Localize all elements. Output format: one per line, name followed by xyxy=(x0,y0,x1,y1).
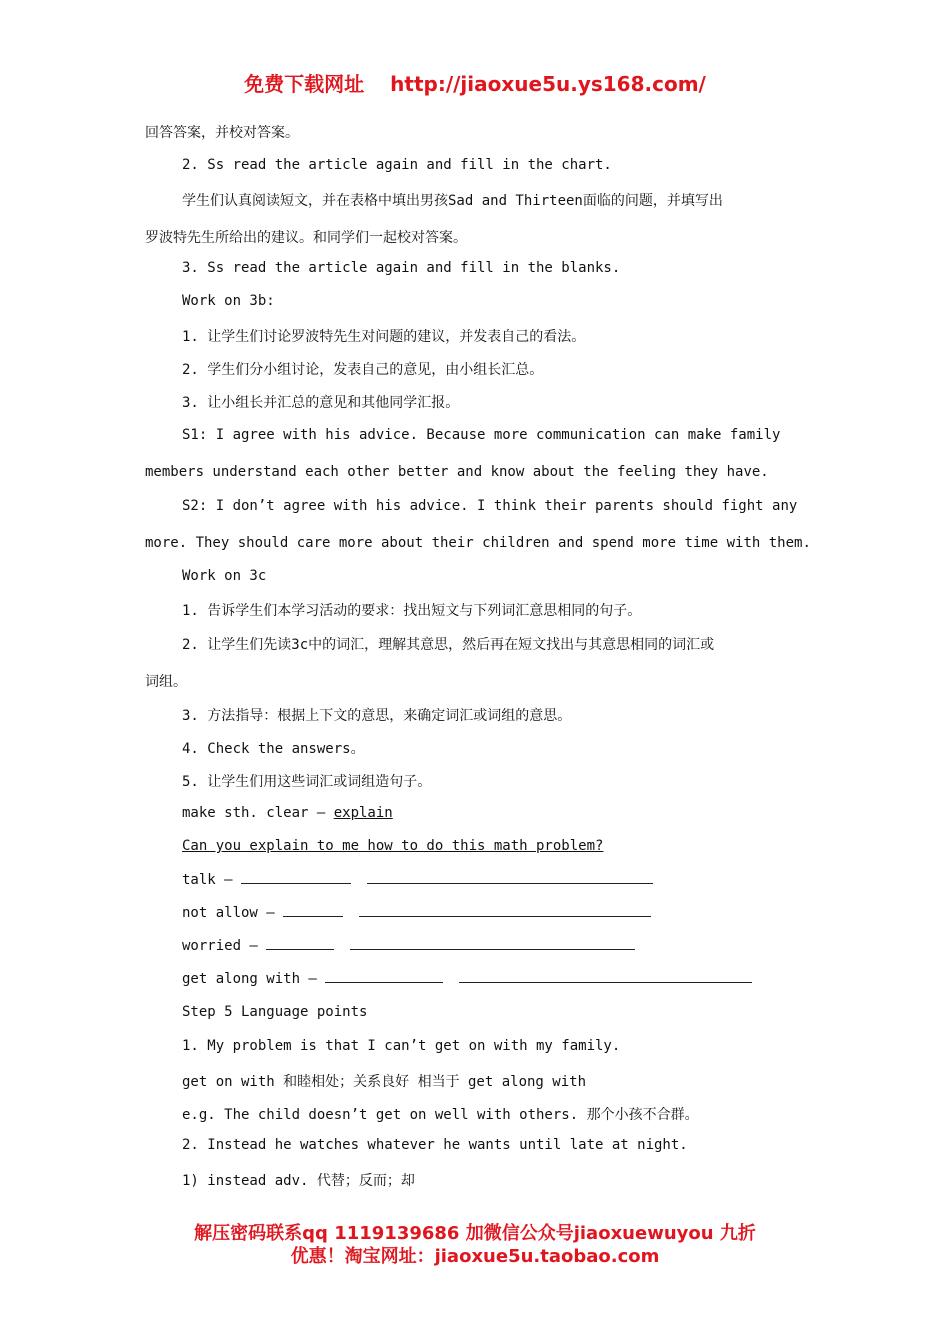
text-line: 5. 让学生们用这些词汇或词组造句子。 xyxy=(182,774,432,790)
text-line: e.g. The child doesn’t get on well with others. 那个小孩不合群。 xyxy=(182,1107,699,1123)
sentence-blank[interactable] xyxy=(367,871,653,884)
answer-blank[interactable] xyxy=(241,871,351,884)
vocab-exercise xyxy=(182,904,651,921)
text-line: get on with 和睦相处；关系良好 相当于 get along with xyxy=(182,1074,587,1090)
vocab-term: make sth. clear — xyxy=(182,805,334,821)
vocab-exercise xyxy=(182,871,653,888)
example-sentence: Can you explain to me how to do this math problem? xyxy=(182,838,604,854)
sentence-blank[interactable] xyxy=(459,970,752,983)
text-line: 学生们认真阅读短文，并在表格中填出男孩Sad and Thirteen面临的问题，并填写出 xyxy=(182,193,723,209)
text-line: S2: I don’t agree with his advice. I think their parents should fight any xyxy=(182,498,798,514)
text-line: 1. My problem is that I can’t get on with my family. xyxy=(182,1038,621,1054)
text-line: 1. 让学生们讨论罗波特先生对问题的建议，并发表自己的看法。 xyxy=(182,329,586,345)
page-header xyxy=(0,68,950,97)
sentence-blank[interactable] xyxy=(350,937,635,950)
answer-blank[interactable] xyxy=(283,904,343,917)
vocab-term: not allow — xyxy=(182,905,284,921)
header-title: 免费下载网址 xyxy=(244,72,365,96)
vocab-example xyxy=(182,805,393,821)
vocab-term: get along with — xyxy=(182,971,326,987)
text-line: members understand each other better and know about the feeling they have. xyxy=(145,464,769,480)
text-line: 词组。 xyxy=(145,674,187,690)
vocab-term: talk — xyxy=(182,872,242,888)
text-line: 2. Ss read the article again and fill in the chart. xyxy=(182,157,612,173)
sentence-blank[interactable] xyxy=(359,904,651,917)
answer-blank[interactable] xyxy=(266,937,334,950)
answer-blank[interactable] xyxy=(325,970,443,983)
text-line: 4. Check the answers。 xyxy=(182,741,365,757)
vocab-exercise xyxy=(182,937,635,954)
text-line: 2. 让学生们先读3c中的词汇，理解其意思，然后再在短文找出与其意思相同的词汇或 xyxy=(182,637,715,653)
footer-line-2: 优惠！淘宝网址：jiaoxue5u.taobao.com xyxy=(290,1246,660,1267)
footer-line-1: 解压密码联系qq 1119139686 加微信公众号jiaoxuewuyou 九折 xyxy=(194,1223,756,1244)
text-line: 3. 方法指导：根据上下文的意思，来确定词汇或词组的意思。 xyxy=(182,708,572,724)
section-heading: Step 5 Language points xyxy=(182,1004,368,1020)
section-heading: Work on 3c xyxy=(182,568,267,584)
text-line: 1) instead adv. 代替；反而；却 xyxy=(182,1173,415,1189)
header-url[interactable]: http://jiaoxue5u.ys168.com/ xyxy=(390,72,706,96)
text-line: 罗波特先生所给出的建议。和同学们一起校对答案。 xyxy=(145,230,467,246)
text-line: 回答答案，并校对答案。 xyxy=(145,125,299,141)
vocab-term: worried — xyxy=(182,938,267,954)
text-line: 1. 告诉学生们本学习活动的要求：找出短文与下列词汇意思相同的句子。 xyxy=(182,603,642,619)
text-line: S1: I agree with his advice. Because more communication can make family xyxy=(182,427,781,443)
text-line: 3. Ss read the article again and fill in the blanks. xyxy=(182,260,621,276)
text-line: 2. Instead he watches whatever he wants until late at night. xyxy=(182,1137,688,1153)
vocab-answer: explain xyxy=(333,805,393,821)
section-heading: Work on 3b: xyxy=(182,293,275,309)
text-line: 2. 学生们分小组讨论，发表自己的意见，由小组长汇总。 xyxy=(182,362,544,378)
text-line: more. They should care more about their children and spend more time with them. xyxy=(145,535,811,551)
text-line: 3. 让小组长并汇总的意见和其他同学汇报。 xyxy=(182,395,460,411)
vocab-exercise xyxy=(182,970,752,987)
